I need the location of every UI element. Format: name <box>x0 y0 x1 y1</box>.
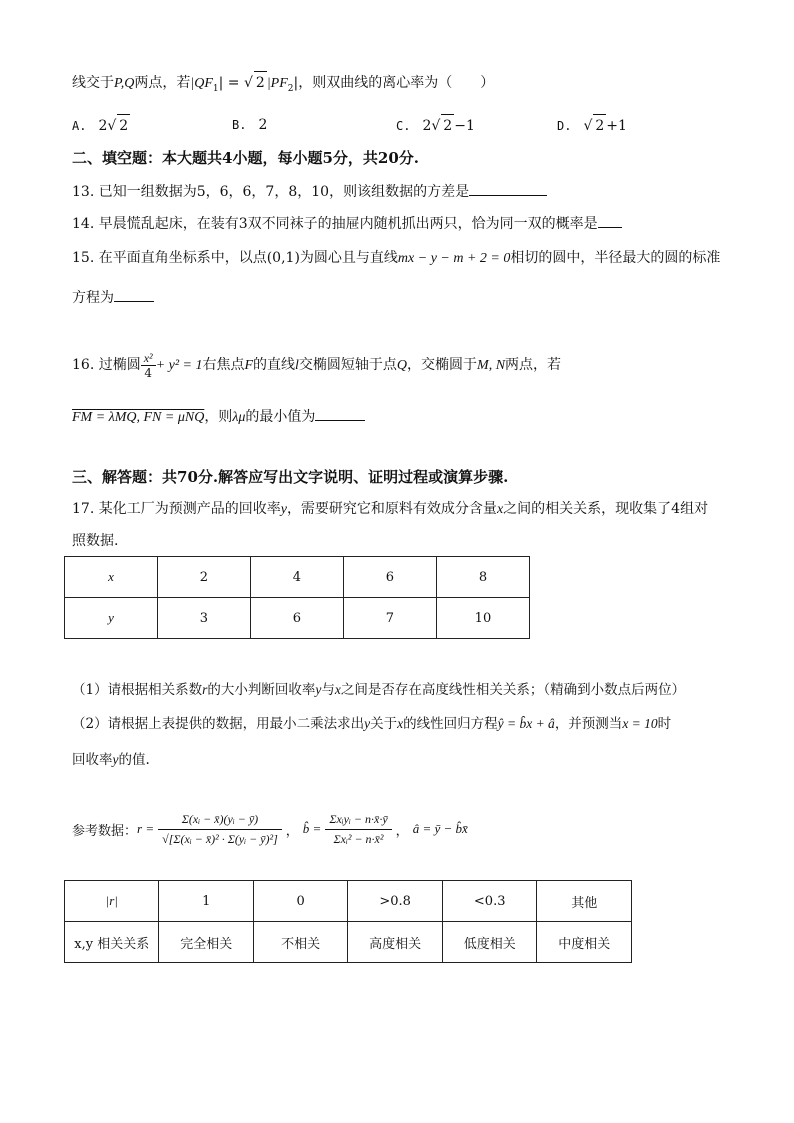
table-cell: 完全相关 <box>159 922 253 963</box>
option-c-radicand: 2 <box>441 114 454 137</box>
q12-text-post: ，则双曲线的离心率为（ ） <box>298 75 495 91</box>
option-d-post: +1 <box>606 118 627 134</box>
correlation-table <box>64 880 632 963</box>
table-cell: 低度相关 <box>442 922 537 963</box>
q16-text-post: 两点，若 <box>505 357 562 373</box>
sqrt-sign: √ <box>431 118 441 134</box>
sqrt-sign: √ <box>107 118 117 134</box>
q16-line2 <box>72 406 365 429</box>
option-b-value: 2 <box>258 117 268 133</box>
q16-line1 <box>72 345 561 386</box>
reference-formulas <box>72 788 468 870</box>
q15-text-post: 相切的圆中，半径最大的圆的标准 <box>510 250 721 266</box>
q12-sub2: 2 <box>287 83 294 94</box>
option-a-pre: 2 <box>98 118 108 134</box>
q17-part2-line2 <box>72 749 150 771</box>
q12-text-pre: 线交于 <box>72 75 114 91</box>
q15-text-line2: 方程为 <box>72 290 114 306</box>
table-row <box>65 922 632 963</box>
q17-part2 <box>72 713 671 735</box>
table-row <box>65 557 530 598</box>
q15-line2 <box>72 287 154 309</box>
table-cell: 0 <box>253 881 347 922</box>
a-formula: â = ȳ − b̂x̄ <box>412 821 468 836</box>
q17-p1-pre: （1）请根据相关系数 <box>72 682 203 698</box>
q16-text-mid4: ，交椭圆于 <box>407 357 478 373</box>
table-row <box>65 881 632 922</box>
q17-p2-mid2: 的线性回归方程 <box>403 716 498 732</box>
q17-p3: 回收率 <box>72 752 113 768</box>
table-cell: 6 <box>343 557 436 598</box>
table-cell: 1 <box>159 881 253 922</box>
q12-cond-right: |PF <box>266 76 288 91</box>
table-cell: 中度相关 <box>537 922 632 963</box>
sqrt-sign: √ <box>583 118 593 134</box>
table-cell: 2 <box>157 557 250 598</box>
q17-p1-mid: 的大小判断回收率 <box>207 682 316 698</box>
q16-text-mid2: 的直线 <box>253 357 296 373</box>
q16-l: l <box>295 358 299 373</box>
regression-equation: ŷ = b̂x + â <box>497 716 555 731</box>
option-c-label: C. <box>396 119 411 133</box>
var-y: y <box>112 752 119 767</box>
b-formula-fraction <box>325 810 391 849</box>
q17-p1-post: 之间是否存在高度线性相关关系；（精确到小数点后两位） <box>340 682 686 698</box>
table-cell: 4 <box>250 557 343 598</box>
var-x: x <box>397 716 404 731</box>
table-cell: |r| <box>65 881 159 922</box>
q15-line-equation: mx − y − m + 2 = 0 <box>397 251 511 266</box>
option-b <box>232 114 267 136</box>
option-a <box>72 114 130 137</box>
q16-MN: M, N <box>477 358 506 373</box>
q15-text-pre: 15. 在平面直角坐标系中，以点 <box>72 250 267 266</box>
ref-label: 参考数据： <box>72 823 138 839</box>
q16-answer-blank[interactable] <box>315 406 365 421</box>
r-formula-numerator: Σ(xᵢ − x̄)(yᵢ − ȳ) <box>158 810 282 830</box>
q14-text: 14. 早晨慌乱起床，在装有3双不同袜子的抽屉内随机抓出两只，恰为同一双的概率是 <box>72 216 598 232</box>
q14-line <box>72 213 622 235</box>
section3-heading: 三、解答题：共70分.解答应写出文字说明、证明过程或演算步骤. <box>72 468 509 486</box>
q12-text-mid: 两点，若 <box>134 75 191 91</box>
var-y: y <box>315 682 322 697</box>
section2-heading: 二、填空题：本大题共4小题，每小题5分，共20分. <box>72 149 419 167</box>
q17-part1 <box>72 679 685 701</box>
table-cell: x,y 相关关系 <box>65 922 159 963</box>
var-x: x <box>496 502 504 517</box>
formula-separator: ， <box>395 823 409 839</box>
option-c-post: −1 <box>454 118 475 134</box>
option-c-pre: 2 <box>422 118 432 134</box>
q16-text-tail1: ，则 <box>204 409 233 425</box>
q17-text-mid: ，需要研究它和原料有效成分含量 <box>286 501 497 517</box>
q17-line1 <box>72 498 708 521</box>
q17-line2: 照数据. <box>72 533 119 549</box>
option-d-radicand: 2 <box>593 114 606 137</box>
table-cell: >0.8 <box>348 881 443 922</box>
table-cell: 8 <box>436 557 529 598</box>
q17-p2-post: ，并预测当 <box>554 716 623 732</box>
q15-line1 <box>72 247 720 270</box>
q12-tail-line <box>72 71 494 100</box>
formula-separator: ， <box>285 823 299 839</box>
table-cell: <0.3 <box>442 881 537 922</box>
r-formula-denominator: √[Σ(xᵢ − x̄)² · Σ(yᵢ − ȳ)²] <box>162 831 278 846</box>
q17-text-pre: 17. 某化工厂为预测产品的回收率 <box>72 501 281 517</box>
q12-cond-left: |QF <box>190 76 213 91</box>
q16-F: F <box>244 358 254 373</box>
q17-text-post: 之间的相关关系，现收集了4组对 <box>503 501 709 517</box>
q15-point: (0,1) <box>266 250 300 266</box>
q12-sub1: 1 <box>212 83 219 94</box>
table-cell: 7 <box>343 598 436 639</box>
r-formula-fraction <box>158 810 282 849</box>
r-formula-lhs: r = <box>137 821 155 836</box>
table-cell: 不相关 <box>253 922 347 963</box>
q16-Q: Q <box>396 358 408 373</box>
q17-p1-mid2: 与 <box>321 682 335 698</box>
q16-lambda-mu: λμ <box>232 410 246 425</box>
q15-text-mid: 为圆心且与直线 <box>299 250 398 266</box>
table-cell: 6 <box>250 598 343 639</box>
table-cell: x <box>65 557 158 598</box>
q16-text-pre: 16. 过椭圆 <box>72 357 141 373</box>
table-cell: 10 <box>436 598 529 639</box>
q17-p2-mid: 关于 <box>370 716 398 732</box>
table-cell: 3 <box>157 598 250 639</box>
q12-cond-eq: | = <box>218 75 244 91</box>
option-c <box>396 114 475 137</box>
table-cell: 高度相关 <box>348 922 443 963</box>
q12-sqrt-val: 2 <box>254 71 267 94</box>
option-a-radicand: 2 <box>117 114 130 137</box>
option-d-label: D. <box>557 119 572 133</box>
ellipse-fraction <box>141 351 156 380</box>
b-formula-numerator: Σxᵢyᵢ − n·x̄·ȳ <box>325 810 391 830</box>
option-d <box>557 114 627 137</box>
table-row <box>65 598 530 639</box>
ellipse-rest: + y² = 1 <box>155 358 203 373</box>
q17-p3-end: 的值. <box>118 752 150 768</box>
sqrt-sign: √ <box>243 75 253 91</box>
q17-p2-cond: x = 10 <box>622 716 658 731</box>
q13-answer-blank[interactable] <box>469 181 547 196</box>
q15-answer-blank[interactable] <box>114 287 154 302</box>
b-formula-lhs: b̂ = <box>302 821 322 836</box>
q16-vector-condition: FM = λMQ, FN = μNQ <box>72 410 205 425</box>
q13-line <box>72 181 547 203</box>
var-y: y <box>364 716 371 731</box>
option-b-label: B. <box>232 118 247 132</box>
q12-points: P,Q <box>114 76 135 91</box>
q13-text: 13. 已知一组数据为5，6，6，7，8，10，则该组数据的方差是 <box>72 184 470 200</box>
q14-answer-blank[interactable] <box>598 213 622 228</box>
q16-text-tail2: 的最小值为 <box>245 409 316 425</box>
table-cell: 其他 <box>537 881 632 922</box>
q16-text-mid1: 右焦点 <box>202 357 245 373</box>
var-r: r <box>202 682 208 697</box>
q16-text-mid3: 交椭圆短轴于点 <box>298 357 397 373</box>
var-x: x <box>334 682 341 697</box>
var-y: y <box>280 502 287 517</box>
q12-cond-end: | <box>293 75 299 91</box>
q17-p2-pre: （2）请根据上表提供的数据，用最小二乘法求出 <box>72 716 365 732</box>
ellipse-denominator: 4 <box>144 365 152 380</box>
data-table <box>64 556 530 639</box>
q17-p2-end: 时 <box>657 716 672 732</box>
table-cell: y <box>65 598 158 639</box>
option-a-label: A. <box>72 119 87 133</box>
b-formula-denominator: Σxᵢ² − n·x̄² <box>333 831 384 846</box>
ellipse-numerator: x² <box>141 351 156 366</box>
